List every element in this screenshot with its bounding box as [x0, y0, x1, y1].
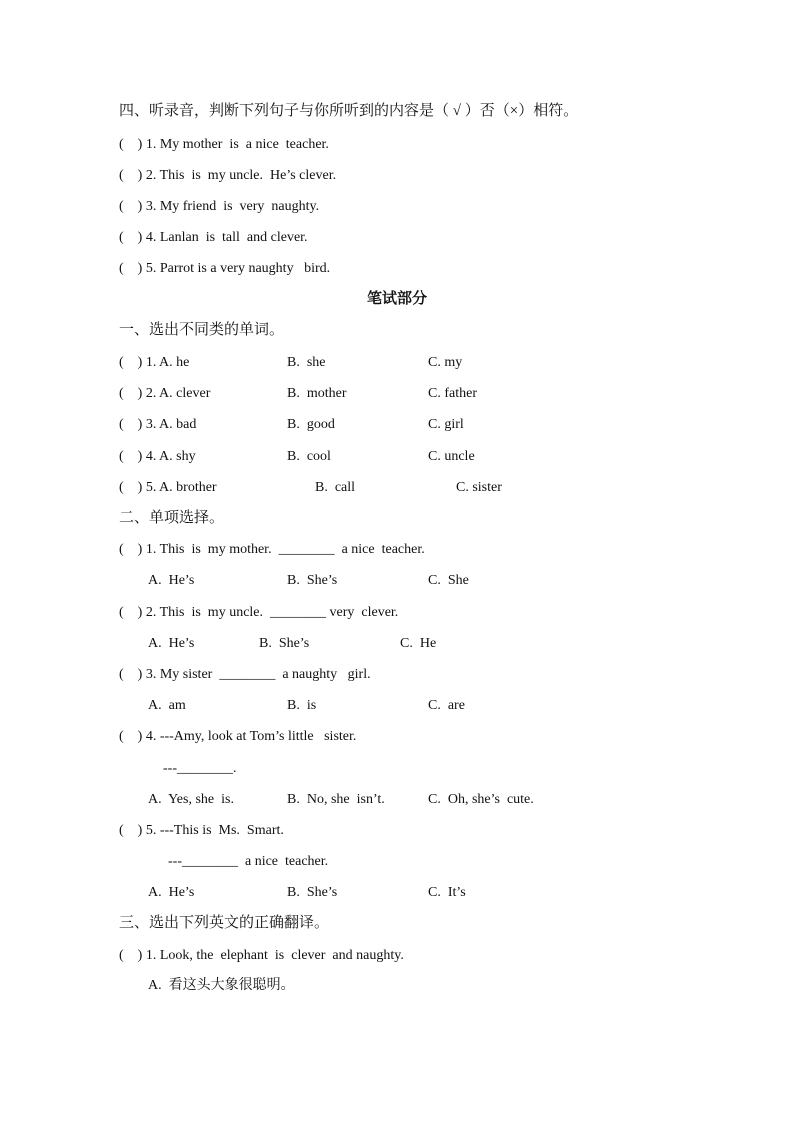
section2-q2-option-b: B. She’s	[259, 636, 310, 651]
section1-q1: ( ) 1. A. he	[119, 355, 190, 370]
section1-q1-option-c: C. my	[428, 355, 463, 370]
section1-q5-option-b: B. call	[315, 480, 356, 495]
section3-heading: 三、选出下列英文的正确翻译。	[119, 915, 330, 931]
section2-q3-option-a: A. am	[148, 698, 186, 713]
section4-item-2: ( ) 2. This is my uncle. He’s clever.	[119, 168, 337, 183]
section2-q3-option-c: C. are	[428, 698, 465, 713]
section2-q3-option-b: B. is	[287, 698, 317, 713]
section1-q2: ( ) 2. A. clever	[119, 386, 211, 401]
section1-q4: ( ) 4. A. shy	[119, 449, 196, 464]
section1-q4-option-b: B. cool	[287, 449, 331, 464]
section1-q1-option-b: B. she	[287, 355, 326, 370]
section2-q2-option-c: C. He	[400, 636, 437, 651]
section2-q4-option-c: C. Oh, she’s cute.	[428, 792, 534, 807]
section2-q5-reply: ---________ a nice teacher.	[168, 854, 329, 869]
written-part-title: 笔试部分	[366, 291, 427, 307]
section2-q4-option-a: A. Yes, she is.	[148, 792, 234, 807]
section1-q4-option-c: C. uncle	[428, 449, 475, 464]
section2-q5: ( ) 5. ---This is Ms. Smart.	[119, 823, 284, 838]
section2-q1-option-c: C. She	[428, 573, 469, 588]
section3-q1: ( ) 1. Look, the elephant is clever and naughty.	[119, 948, 404, 963]
section4-item-5: ( ) 5. Parrot is a very naughty bird.	[119, 261, 331, 276]
section2-q1: ( ) 1. This is my mother. ________ a nice teacher.	[119, 542, 425, 557]
section1-q2-option-b: B. mother	[287, 386, 347, 401]
section1-q3-option-b: B. good	[287, 417, 335, 432]
section2-q1-option-a: A. He’s	[148, 573, 195, 588]
section1-q2-option-c: C. father	[428, 386, 477, 401]
section2-q4: ( ) 4. ---Amy, look at Tom’s little sister.	[119, 729, 357, 744]
section2-q5-option-b: B. She’s	[287, 885, 338, 900]
section1-heading: 一、选出不同类的单词。	[119, 322, 285, 338]
section2-q4-reply: ---________.	[163, 761, 237, 776]
section2-q2-option-a: A. He’s	[148, 636, 195, 651]
section4-item-4: ( ) 4. Lanlan is tall and clever.	[119, 230, 308, 245]
section1-q3-option-c: C. girl	[428, 417, 464, 432]
section2-q5-option-a: A. He’s	[148, 885, 195, 900]
section2-q5-option-c: C. It’s	[428, 885, 466, 900]
section2-q3: ( ) 3. My sister ________ a naughty girl.	[119, 667, 371, 682]
section4-item-1: ( ) 1. My mother is a nice teacher.	[119, 137, 329, 152]
section2-heading: 二、单项选择。	[119, 510, 225, 526]
section2-q1-option-b: B. She’s	[287, 573, 338, 588]
section1-q5-option-c: C. sister	[456, 480, 502, 495]
section3-q1-option-a: A. 看这头大象很聪明。	[148, 978, 295, 993]
section4-item-3: ( ) 3. My friend is very naughty.	[119, 199, 320, 214]
section4-heading: 四、听录音，判断下列句子与你所听到的内容是（ √ ）否（×）相符。	[119, 103, 579, 119]
section1-q3: ( ) 3. A. bad	[119, 417, 197, 432]
section2-q2: ( ) 2. This is my uncle. ________ very clever.	[119, 605, 399, 620]
section2-q4-option-b: B. No, she isn’t.	[287, 792, 385, 807]
section1-q5: ( ) 5. A. brother	[119, 480, 217, 495]
